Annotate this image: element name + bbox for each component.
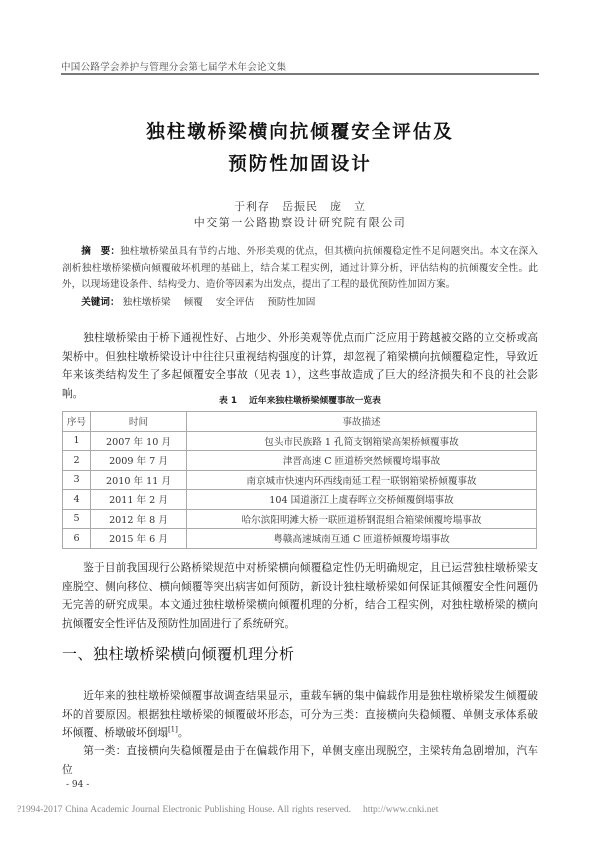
cnki-link[interactable]: http://www.cnki.net — [363, 805, 439, 815]
paragraph-3-text: 近年来的独柱墩桥梁倾覆事故调查结果显示，重载车辆的集中偏载作用是独柱墩桥梁发生倾覆破坏的首要原因。根据独柱墩桥梁的倾覆破坏形态，可分为三类：直接横向失稳倾覆、单侧支承体系破坏倾覆、桥墩破坏倒塌 — [62, 690, 538, 739]
cell-number: 1 — [63, 431, 91, 451]
citation-reference[interactable]: [1] — [167, 725, 178, 734]
cell-description: 104 国道浙江上虞春晖立交桥倾覆倒塌事故 — [187, 490, 537, 510]
cell-time: 2015 年 6 月 — [91, 529, 187, 549]
table-row — [63, 529, 537, 549]
authors: 于利存 岳振民 庞 立 — [234, 200, 366, 213]
running-header-title: 中国公路学会养护与管理分会第七届学术年会论文集 — [61, 62, 287, 73]
table-header-row — [63, 412, 537, 432]
column-header-number: 序号 — [63, 412, 91, 432]
cell-time: 2012 年 8 月 — [91, 509, 187, 529]
page-number: - 94 - — [66, 780, 90, 790]
copyright-text: ?1994-2017 China Academic Journal Electronic Publishing House. All rights reserved. — [17, 805, 352, 815]
cell-description: 哈尔滨阳明滩大桥一联匝道桥钢混组合箱梁倾覆垮塌事故 — [187, 509, 537, 529]
table-row — [63, 490, 537, 510]
table-row — [63, 509, 537, 529]
body-paragraph-2: 鉴于目前我国现行公路桥梁规范中对桥梁横向倾覆稳定性仍无明确规定，且已运营独柱墩桥梁支座脱空、侧向移位、横向倾覆等突出病害如何预防，新设计独柱墩桥梁如何保证其倾覆安全性问题仍无完善的研究成果。本文通过独柱墩桥梁横向倾覆机理的分析，结合工程实例，对独柱墩桥梁的横向抗倾覆安全性评估及预防性加固进行了系统研究。 — [62, 562, 538, 630]
cell-description: 粤赣高速城南互通 C 匝道桥倾覆垮塌事故 — [187, 529, 537, 549]
keyword: 倾覆 — [183, 297, 203, 308]
paper-title-line-2: 预防性加固设计 — [228, 154, 372, 175]
keywords-label: 关键词： — [81, 297, 120, 308]
cell-time: 2010 年 11 月 — [91, 470, 187, 490]
keyword: 预防性加固 — [267, 297, 316, 308]
cell-description: 津晋高速 C 匝道桥突然倾覆垮塌事故 — [187, 451, 537, 471]
cell-description: 包头市民族路 1 孔简支钢箱梁高架桥倾覆事故 — [187, 431, 537, 451]
table-caption-title: 近年来独柱墩桥梁倾覆事故一览表 — [249, 396, 381, 406]
table-caption-number: 表 1 — [219, 396, 237, 406]
keywords — [62, 294, 538, 308]
section-heading-1: 一、独柱墩桥梁横向倾覆机理分析 — [62, 645, 295, 663]
cell-time: 2009 年 7 月 — [91, 451, 187, 471]
cell-number: 3 — [63, 470, 91, 490]
paper-title-line-1: 独柱墩桥梁横向抗倾覆安全评估及 — [146, 122, 454, 143]
abstract-text: 独柱墩桥梁虽具有节约占地、外形美观的优点，但其横向抗倾覆稳定性不足问题突出。本文在深入剖析独柱墩桥梁横向倾覆破坏机理的基础上，结合某工程实例，通过计算分析，评估结构的抗倾覆安全性。此外，以现场建设条件、结构受力、造价等因素为出发点，提出了工程的最优预防性加固方案。 — [62, 246, 539, 290]
keyword: 独柱墩桥梁 — [122, 297, 171, 308]
cell-time: 2011 年 2 月 — [91, 490, 187, 510]
paragraph-3-end: 。 — [177, 727, 189, 739]
body-paragraph-1: 独柱墩桥梁由于桥下通视性好、占地少、外形美观等优点而广泛应用于跨越被交路的立交桥或高架桥中。但独柱墩桥梁设计中往往只重视结构强度的计算，却忽视了箱梁横向抗倾覆稳定性，导致近年来该类结构发生了多起倾覆安全事故（见表 1），这些事故造成了巨大的经济损失和不良的社会影响。 — [62, 332, 538, 400]
table-caption — [0, 393, 600, 406]
body-paragraph-4: 第一类：直接横向失稳倾覆是由于在偏载作用下，单侧支座出现脱空，主梁转角急剧增加，汽车位 — [62, 745, 538, 776]
affiliation: 中交第一公路勘察设计研究院有限公司 — [193, 216, 407, 229]
column-header-time: 时间 — [91, 412, 187, 432]
cell-description: 南京城市快速内环西线南延工程一联钢箱梁桥倾覆事故 — [187, 470, 537, 490]
header-rule — [61, 73, 539, 75]
abstract-label: 摘 要： — [81, 246, 121, 257]
cell-time: 2007 年 10 月 — [91, 431, 187, 451]
cell-number: 4 — [63, 490, 91, 510]
table-row — [63, 470, 537, 490]
table-row — [63, 431, 537, 451]
keyword: 安全评估 — [215, 297, 255, 308]
abstract — [62, 244, 538, 294]
table-row — [63, 451, 537, 471]
column-header-description: 事故描述 — [187, 412, 537, 432]
cell-number: 6 — [63, 529, 91, 549]
body-paragraph-3 — [62, 687, 538, 743]
copyright-footer — [17, 805, 438, 815]
cell-number: 2 — [63, 451, 91, 471]
cell-number: 5 — [63, 509, 91, 529]
accidents-table — [62, 411, 537, 549]
